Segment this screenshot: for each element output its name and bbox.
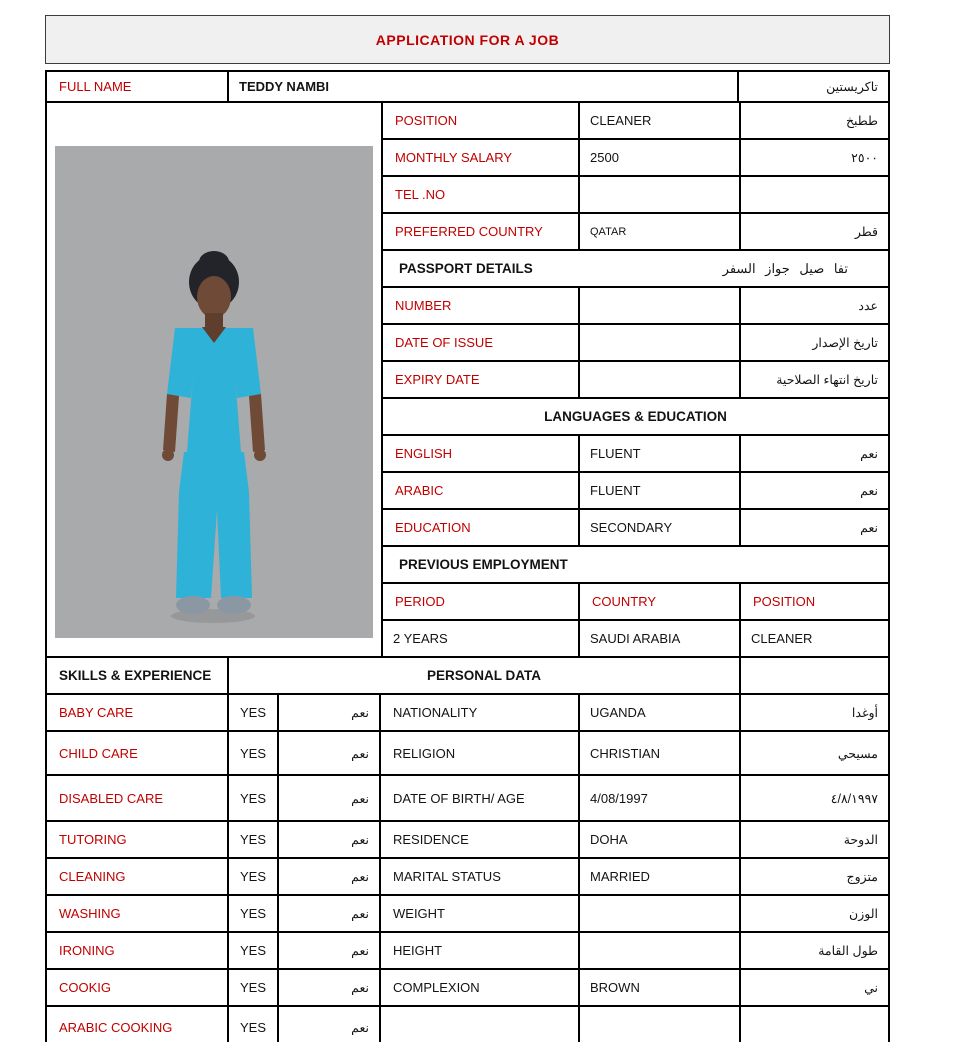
skill-label: COOKIG xyxy=(47,970,227,1005)
skill-arabic: نعم xyxy=(279,695,379,730)
personal-value: CHRISTIAN xyxy=(580,732,739,774)
passport-number-label: NUMBER xyxy=(383,288,578,323)
country-arabic: قطر xyxy=(741,214,888,249)
skill-yes: YES xyxy=(229,933,277,968)
personal-label: NATIONALITY xyxy=(381,695,578,730)
personal-label xyxy=(381,1007,578,1042)
employment-period-value: 2 YEARS xyxy=(383,621,578,656)
expiry-date-value xyxy=(580,362,739,397)
skills-experience-header: SKILLS & EXPERIENCE xyxy=(47,658,227,693)
applicant-photo xyxy=(55,146,373,638)
personal-arabic: ني xyxy=(741,970,888,1005)
personal-data-header: PERSONAL DATA xyxy=(229,658,739,693)
full-name-row xyxy=(45,70,890,103)
skill-yes: YES xyxy=(229,776,277,820)
tel-value xyxy=(580,177,739,212)
arabic-arabic: نعم xyxy=(741,473,888,508)
personal-arabic: متزوج xyxy=(741,859,888,894)
english-value: FLUENT xyxy=(580,436,739,471)
skill-arabic: نعم xyxy=(279,776,379,820)
personal-label: DATE OF BIRTH/ AGE xyxy=(381,776,578,820)
skill-label: BABY CARE xyxy=(47,695,227,730)
previous-employment-header: PREVIOUS EMPLOYMENT xyxy=(383,547,888,582)
date-of-issue-value xyxy=(580,325,739,360)
form-title: APPLICATION FOR A JOB xyxy=(375,31,560,48)
salary-label: MONTHLY SALARY xyxy=(383,140,578,175)
personal-arabic: مسيحي xyxy=(741,732,888,774)
tel-arabic xyxy=(741,177,888,212)
skill-label: CHILD CARE xyxy=(47,732,227,774)
period-column-header: PERIOD xyxy=(383,584,578,619)
personal-label: WEIGHT xyxy=(381,896,578,931)
skill-arabic: نعم xyxy=(279,732,379,774)
personal-value: 4/08/1997 xyxy=(580,776,739,820)
skill-yes: YES xyxy=(229,859,277,894)
personal-arabic: الوزن xyxy=(741,896,888,931)
personal-value: DOHA xyxy=(580,822,739,857)
education-arabic: نعم xyxy=(741,510,888,545)
skill-yes: YES xyxy=(229,970,277,1005)
skill-yes: YES xyxy=(229,695,277,730)
passport-details-header xyxy=(383,251,888,286)
skill-label: WASHING xyxy=(47,896,227,931)
country-column-header: COUNTRY xyxy=(580,584,739,619)
personal-value xyxy=(580,896,739,931)
skill-yes: YES xyxy=(229,896,277,931)
skill-arabic: نعم xyxy=(279,933,379,968)
passport-number-value xyxy=(580,288,739,323)
skills-personal-table xyxy=(45,656,890,1042)
country-value: QATAR xyxy=(580,214,739,249)
position-column-header: POSITION xyxy=(741,584,888,619)
languages-education-header: LANGUAGES & EDUCATION xyxy=(383,399,888,434)
skill-arabic: نعم xyxy=(279,1007,379,1042)
skill-label: DISABLED CARE xyxy=(47,776,227,820)
personal-value xyxy=(580,1007,739,1042)
personal-value xyxy=(580,933,739,968)
person-figure xyxy=(55,146,373,638)
job-application-form xyxy=(45,15,890,1042)
arabic-value: FLUENT xyxy=(580,473,739,508)
salary-value: 2500 xyxy=(580,140,739,175)
passport-number-arabic: عدد xyxy=(741,288,888,323)
full-name-label: FULL NAME xyxy=(47,72,227,101)
skill-arabic: نعم xyxy=(279,970,379,1005)
position-value: CLEANER xyxy=(580,103,739,138)
skill-label: ARABIC COOKING xyxy=(47,1007,227,1042)
passport-header-en: PASSPORT DETAILS xyxy=(399,261,533,276)
personal-header-arabic-cell xyxy=(741,658,888,693)
personal-label: MARITAL STATUS xyxy=(381,859,578,894)
skill-yes: YES xyxy=(229,732,277,774)
employment-country-value: SAUDI ARABIA xyxy=(580,621,739,656)
skill-yes: YES xyxy=(229,822,277,857)
expiry-date-label: EXPIRY DATE xyxy=(383,362,578,397)
personal-arabic: طول القامة xyxy=(741,933,888,968)
personal-label: RELIGION xyxy=(381,732,578,774)
date-of-issue-label: DATE OF ISSUE xyxy=(383,325,578,360)
country-label: PREFERRED COUNTRY xyxy=(383,214,578,249)
personal-arabic: أوغدا xyxy=(741,695,888,730)
position-arabic: ططبخ xyxy=(741,103,888,138)
personal-arabic: الدوحة xyxy=(741,822,888,857)
form-title-bar xyxy=(45,15,890,64)
personal-value: MARRIED xyxy=(580,859,739,894)
english-label: ENGLISH xyxy=(383,436,578,471)
expiry-date-arabic: تاريخ انتهاء الصلاحية xyxy=(741,362,888,397)
salary-arabic: ٢٥٠٠ xyxy=(741,140,888,175)
personal-value: UGANDA xyxy=(580,695,739,730)
details-table xyxy=(45,101,890,658)
skill-yes: YES xyxy=(229,1007,277,1042)
personal-arabic: ٤/٨/١٩٩٧ xyxy=(741,776,888,820)
skill-label: TUTORING xyxy=(47,822,227,857)
personal-arabic xyxy=(741,1007,888,1042)
personal-label: COMPLEXION xyxy=(381,970,578,1005)
skill-arabic: نعم xyxy=(279,859,379,894)
skill-arabic: نعم xyxy=(279,896,379,931)
employment-position-value: CLEANER xyxy=(741,621,888,656)
skill-label: CLEANING xyxy=(47,859,227,894)
tel-label: TEL .NO xyxy=(383,177,578,212)
education-label: EDUCATION xyxy=(383,510,578,545)
position-label: POSITION xyxy=(383,103,578,138)
personal-label: HEIGHT xyxy=(381,933,578,968)
full-name-arabic: تاكريستين xyxy=(739,72,888,101)
skill-arabic: نعم xyxy=(279,822,379,857)
date-of-issue-arabic: تاريخ الإصدار xyxy=(741,325,888,360)
personal-value: BROWN xyxy=(580,970,739,1005)
photo-cell xyxy=(47,103,381,656)
full-name-value: TEDDY NAMBI xyxy=(229,72,737,101)
personal-label: RESIDENCE xyxy=(381,822,578,857)
english-arabic: نعم xyxy=(741,436,888,471)
skill-label: IRONING xyxy=(47,933,227,968)
education-value: SECONDARY xyxy=(580,510,739,545)
arabic-label: ARABIC xyxy=(383,473,578,508)
passport-header-arabic: تفا صيل جواز السفر xyxy=(722,260,848,276)
